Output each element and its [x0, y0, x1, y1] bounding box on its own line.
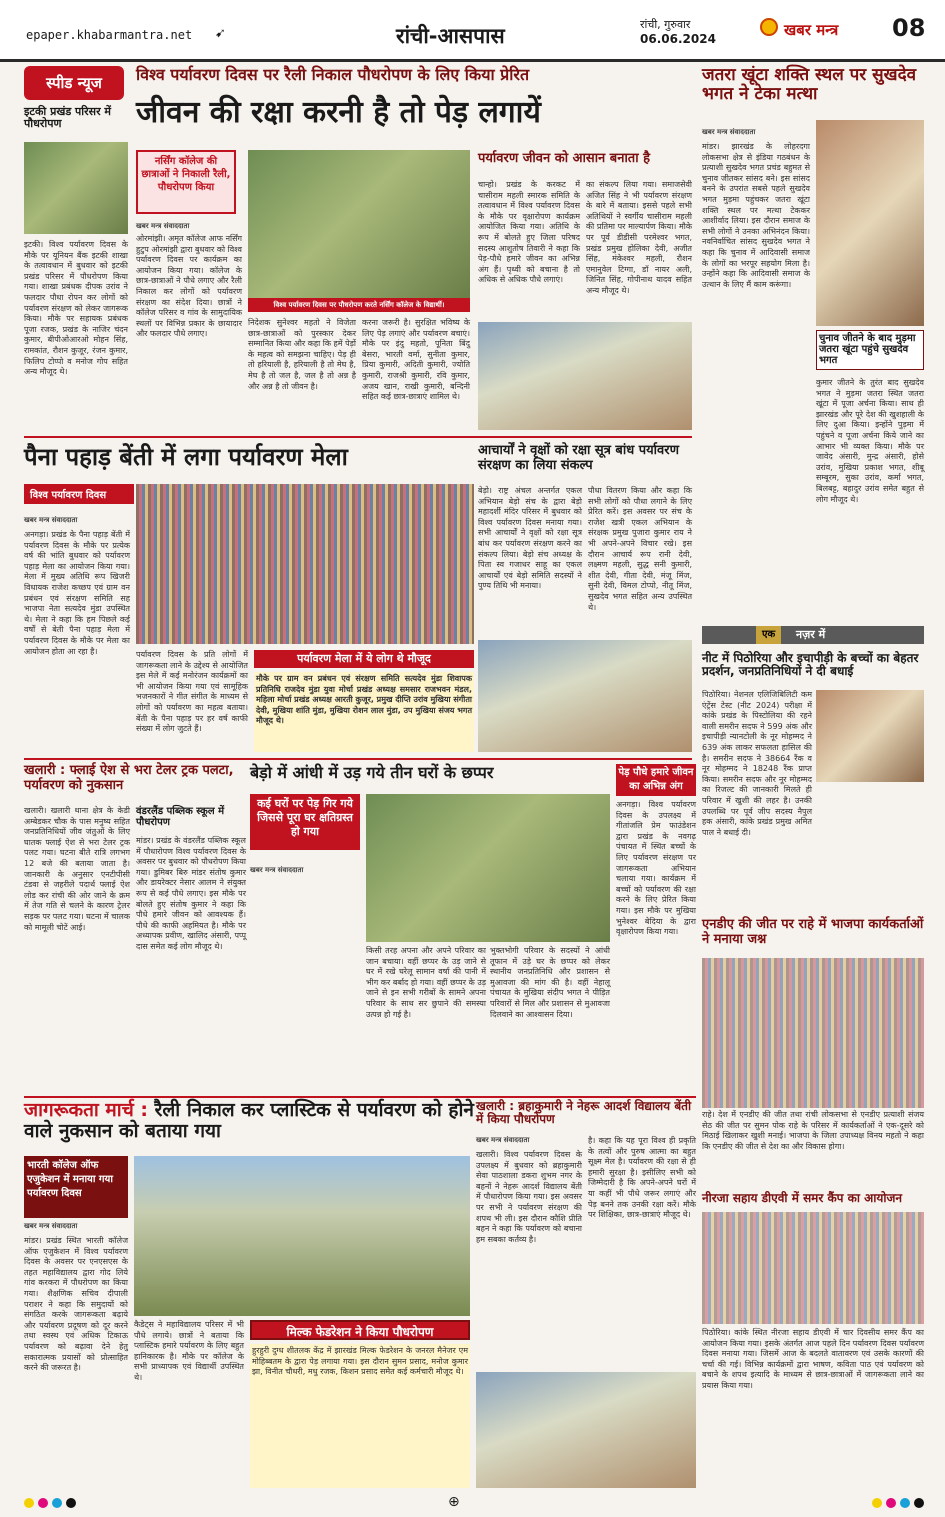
bedo-sidebox: कई घरों पर पेड़ गिर गये जिससे पूरा घर क्षतिग्रस्त हो गया — [250, 794, 360, 850]
march-byline: खबर मन्त्र संवाददाता — [24, 1222, 78, 1230]
paina-mela-crowd-photo — [136, 484, 474, 644]
registration-dot — [872, 1498, 882, 1508]
issue-date: 06.06.2024 — [640, 32, 716, 46]
lead-body-2: निदेशक सुनेश्वर महतो ने विजेता छात्र-छात्राओं को पुरस्कार देकर सम्मानित किया और कहा कि हमें पेड़ों के महत्व को समझना चाहिए। पेड़ ही तो हरियाली है, हरियाली है तो मेघ है, मेघ है तो जल है, जल है तो अन्न है और अन्न है तो जीवन है। — [248, 318, 356, 391]
brahma-headline: खलारी : ब्रहाकुमारी ने नेहरू आदर्श विद्यालय बेंती में किया पौधरोपण — [476, 1099, 692, 1127]
crosshair-icon: ⊕ — [448, 1494, 460, 1510]
vandertal-headline: वंडरलैंड पब्लिक स्कूल में पौधरोपण — [136, 806, 225, 829]
jatra-byline: खबर मन्त्र संवाददाता — [702, 128, 756, 136]
itki-title: इटकी प्रखंड परिसर में पौधरोपण — [24, 105, 111, 131]
paina-headline: पैना पहाड़ बेंती में लगा पर्यावरण मेला — [24, 443, 348, 471]
lead-subhead: पर्यावरण जीवन को आसान बनाता है — [478, 151, 651, 166]
ek-label: एक — [756, 626, 781, 644]
paina-mid-body: पर्यावरण दिवस के प्रति लोगों में जागरूकता लाने के उद्देश्य से आयोजित इस मेले में कई मनोरंजन कार्यक्रमों का भी आयोजन किया गया एवं सामूहिक भजनकारों ने गीत संगीत के माध्यम से लोगों को पर्यावरण का महत्व बताया। बेंती के पैना पहाड़ पर हर वर्ष काफी संख्या में लोग जुटते हैं। — [136, 650, 248, 734]
ped-tag: पेड़ पौधे हमारे जीवन का अभिन्न अंग — [616, 764, 696, 796]
brand-logo-icon — [760, 18, 778, 36]
neet-body: पिठोरिया। नेशनल एलिजिबिलिटी कम एंट्रेंस टेस्ट (नीट 2024) परीक्षा में कांके प्रखंड के पिस्टोलिया की रहने वाली समरीन सदफ ने 599 अंक और इचापीड़ी न्यानटोली के नूर मोहम्मद ने 639 अंक लाकर सफलता हासिल की है। समरीन सदफ ने 38664 रैंक व नूर मोहम्मद ने 18248 रैंक प्राप्त किया। समरीन सदफ और नूर मोहम्मद का रिजल्ट की जानकारी मिलते ही परिवार में खुशी की लहर है। उनकी उपलब्धि पर पूर्व जीप सदस्य नैपुल हक अंसारी, कांके प्रखंड प्रमुख अमित पाल ने बधाई दी। — [702, 690, 812, 837]
paina-tag: विश्व पर्यावरण दिवस — [24, 484, 134, 504]
march-headline-wrap — [24, 1100, 474, 1143]
nazar-label: नज़र में — [796, 628, 826, 641]
lead-body-1: ओरमांझी। अमृत कॉलेज आफ नर्सिंग हुटुप ओरमांझी द्वारा बुधवार को विश्व पर्यावरण दिवस पर कार्यक्रम का आयोजन किया गया। कॉलेज के छात्र-छात्राओं ने पौधे लगाए और रैली निकाल कर लोगों को पर्यावरण संरक्षण का संदेश दिया। छात्रों ने कॉलेज परिसर व गांव के सामुदायिक स्थलों पर विभिन्न प्रकार के छायादार और फलदार पौधे लगाए। — [136, 234, 242, 339]
milk-banner: मिल्क फेडरेशन ने किया पौधरोपण — [250, 1320, 470, 1340]
milk-body: हुरहुरी दुग्ध शीतलक केंद्र में झारखंड मिल्क फेडरेशन के जनरल मैनेजर एम मोहिब्बतम के द्वारा पेड़ लगाया गया। इस दौरान सुमन प्रसाद, मनोज कुमार झा, विनीत चौधरी, मधु रजक, किशन प्रसाद समेत कई कर्मचारी मौजूद थे। — [250, 1344, 470, 1488]
neera-body: पिठोरिया। कांके स्थित नीरजा सहाय डीएवी में चार दिवसीय समर कैंप का आयोजन किया गया। इसके अंतर्गत आज पहले दिन पर्यावरण दिवस पर्यावरण दिवस मनाया गया। जिसमें आज के बदलते वातावरण एवं उसके कारणों की चर्चा की गई। विभिन्न कार्यक्रमों द्वारा भाषण, कविता पाठ एवं पर्यावरण को बचाने के शपथ इत्यादि के माध्यम से छात्र-छात्राओं में जागरूकता लाने का प्रयास किया गया। — [702, 1328, 924, 1390]
bedo-body-3: भुक्तभोगी परिवार के सदस्यों ने आंधी तूफान में उड़े घर के छप्पर को लेकर स्थानीय जनप्रतिनिधि और प्रशासन से मुआवजा की मांग की है। वहीं नेहालू पंचायत के मुखिया संदीप भगत ने पीड़ित परिवारों से मिल और प्रशासन से मुआवजा दिलवाने का आश्वासन दिया। — [490, 946, 610, 1019]
bedo-byline: खबर मन्त्र संवाददाता — [250, 866, 304, 874]
lead-body-5: का संकल्प लिया गया। समाजसेवी अजित सिंह ने भी पर्यावरण संरक्षण के बारे में बताया। इससे पहले सभी अतिथियों ने स्वर्गीय चासीराम महली की प्रतिमा पर माल्यार्पण किया। मौके पर पूर्व डीडीसी परमेश्वर भगत, प्रखंड प्रमुख होलिका देवी, अजीत सिंह, मंकेश्वर महली, रौशन एमानुवेल टिग्गा, डॉ नायर अली, जिनित सिंह, गोपीनाथ यादव सहित अन्य मौजूद थे। — [586, 180, 692, 295]
registration-dot — [66, 1498, 76, 1508]
paina-banner: पर्यावरण मेला में ये लोग थे मौजूद — [254, 650, 474, 668]
bharti-sidebox: भारती कॉलेज ऑफ एजुकेशन में मनाया गया पर्यावरण दिवस — [24, 1156, 128, 1218]
page-number: 08 — [892, 14, 926, 42]
registration-dot — [886, 1498, 896, 1508]
jatra-worship-photo — [816, 120, 924, 326]
ek-nazar-band — [702, 626, 924, 644]
march-body: मांडर। प्रखंड स्थित भारती कॉलेज ऑफ एजुकेशन में विश्व पर्यावरण दिवस के अवसर पर एनएसएस के तहत महाविद्यालय द्वारा गोद लिये गांव करकरा में पौधरोपण का किया गया। शैक्षणिक सचिव दीपाली पराशर ने कहा कि समुदायों को संगठित करके जागरूकता बढ़ाये और पर्यावरण प्रदूषण को दूर करने तथा स्वस्थ एवं अधिक टिकाऊ पर्यावरण को बढ़ावा देने हेतु सकारात्मक प्रयासों को प्रोत्साहित करने की जरूरत है। — [24, 1236, 128, 1373]
paina-byline: खबर मन्त्र संवाददाता — [24, 516, 78, 524]
neera-headline: नीरजा सहाय डीएवी में समर कैंप का आयोजन — [702, 1191, 903, 1205]
paina-body: अनगड़ा। प्रखंड के पैना पहाड़ बेंती में पर्यावरण दिवस के मौके पर प्रत्येक वर्ष की भांति बुधवार को पर्यावरण पहाड़ मेला का आयोजन किया गया। मेला में मुख्य अतिथि रूप खिजरी विधायक राजेश कच्छप एवं ग्राम वन प्रबंधन एवं संरक्षण समिति सह भाजपा नेता सत्यदेव मुंडा उपस्थित थे। मेला ने कहा कि हम पिछले कई वर्षों से बेती पैना पहाड़ मेला में पर्यावरण दिवस के मौके पर मेला का आयोजन होता आ रहा है। — [24, 530, 130, 656]
brahma-body: खलारी। विश्व पर्यावरण दिवस के उपलक्ष्य में बुधवार को ब्रहाकुमारी सेवा पाठशाला डकरा शुभम नगर के बहनों ने नेहरू आदर्श विद्यालय बेंती में पौधारोपण किया गया। इस अवसर पर सभी ने पर्यावरण संरक्षण की शपथ भी ली। इस दौरान कौशि प्रीति बहन ने कहा कि पर्यावरण को बचाना हम सबका कर्तव्य है। — [476, 1150, 582, 1244]
vandertal-body: मांडर। प्रखंड के वंडरलैंड पब्लिक स्कूल में पौधारोपण विश्व पर्यावरण दिवस के अवसर पर बुधवार को पौधरोपण किया गया। डुमिबर बिरु मांडर संतोष कुमार और डायरेक्टर नेसार आलम ने संयुक्त रूप से कई पौधे लगाए। इस मौके पर बोलते हुए संतोष कुमार ने कहा कि पौधे हमारे जीवन को आवश्यक हैं। पौधे की काफी अहमियत है। मौके पर अध्यापक प्रवीण, खालिद अंसारी, पप्पू दास समेत कई लोग मौजूद थे। — [136, 836, 246, 951]
registration-dot — [24, 1498, 34, 1508]
dateline — [640, 18, 716, 46]
paina-banner-body: मौके पर ग्राम वन प्रबंधन एवं संरक्षण समिति सत्यदेव मुंडा शिवापक प्रतिनिधि राजदेव मुंडा युवा मोर्चा प्रखंड अध्यक्ष समसार राजभवन मंडल, महिला मोर्चा प्रखंड अध्यक्ष आरती कुजूर, प्रमुख दीप्ति उरांव मुखिया संगीता देवी, मुखिया शांति मुंडा, मुखिया रोशन लाल मुंडा, उप मुखिया संजय भगत मौजूद थे। — [254, 672, 474, 752]
itki-photo — [24, 142, 128, 234]
khalari-ash-body: खलारी। खलारी थाना क्षेत्र के केडी अम्बेडकर चौक के पास मनुष्य सहित जनप्रतिनिधियों जीव जंतुओं के लिए घातक फ्लाई ऐश से भरा टेलर ट्रक पलट गया। घटना बीते रात्रि लगभग 12 बजे की बताया जाता है। जानकारी के अनुसार एनटीपीसी टंडवा से जहरीले पदार्थ फ्लाई ऐश लोड कर रांची की ओर जाने के क्रम में तेज गति से चलने के कारण ट्रेलर सड़क पर पलट गया। घटना में चालक को मामूली चोटें आई। — [24, 806, 130, 932]
masthead — [0, 0, 945, 62]
bedo-body-2: किसी तरह अपना और अपने परिवार का जान बचाया। वहीं छप्पर के उड़ जाने से घर में रखे घरेलू सामान वर्षा की पानी में भीग कर बर्बाद हो गया। वहीं छप्पर के उड़ जाने से इन सभी गरीबों के सामने अपना परिवार के साथ सर छुपाने की समस्या उत्पन्न हो गई है। — [366, 946, 486, 1019]
neet-students-photo — [816, 690, 924, 782]
nda-body: राहे। देश में एनडीए की जीत तथा रांची लोकसभा से एनडीए प्रत्याशी संजय सेठ की जीत पर सुमन पोक राहे के परिसर में कार्यकर्ताओं ने एक-दूसरे को मिठाई खिलाकर खुशी मनाई। भाजपा के जिला उपाध्यक्ष विनय महतो ने कहा कि एनडीए की जीत से देश का और विकास होगा। — [702, 1110, 924, 1151]
nursing-plantation-photo — [248, 150, 470, 298]
march-rally-photo — [134, 1156, 470, 1316]
registration-dot — [38, 1498, 48, 1508]
brand-name: खबर मन्त्र — [784, 21, 839, 39]
print-registration-strip — [24, 1496, 924, 1510]
registration-dot — [900, 1498, 910, 1508]
acharya-group-photo — [478, 640, 692, 752]
bedo-damaged-house-photo — [366, 794, 610, 942]
lead-byline: खबर मन्त्र संवाददाता — [136, 222, 190, 230]
jatra-body-2: कुमार जीतने के तुरंत बाद सुखदेव भगत ने मुड़मा जतरा स्थित जतरा खूंटा में पूजा अर्चना किया। साथ ही झारखंड और पूरे देश की खुशहाली के लिए दुआ किया। इन्होंने पुड़मा में पहुंचने व पूजा अर्चना किये जाने का आभार भी व्यक्त किया। मौके पर जावेद अंसारी, मुन्द्र अंसारी, होसे उरांव, मुखिया प्रकाश भगत, शीबू सम्बूरम, सुका उरांव, कर्मा भगत, बिलबट्ट, बहादुर उरांव समेत बहुत से लोग मौजूद थे। — [816, 378, 924, 504]
chanho-group-photo — [478, 322, 692, 430]
registration-dot — [914, 1498, 924, 1508]
divider-1 — [24, 436, 692, 438]
registration-dot — [52, 1498, 62, 1508]
ped-body: अनगड़ा। विश्व पर्यावरण दिवस के उपलक्ष्य में गीतांजलि प्रेम फाउंडेशन द्वारा प्रखंड के नवगढ़ पंचायत में स्थित बच्चों के लिए पर्यावरण संरक्षण पर जागरूकता अभियान चलाया गया। कार्यक्रम में बच्चों को पर्यावरण की रक्षा करने के लिए प्रेरित किया गया। इस मौके पर मुखिया भुनेश्वर बेदिया के द्वारा वृक्षारोपण किया गया। — [616, 800, 696, 937]
brahma-plantation-photo — [476, 1372, 696, 1488]
speed-news-badge: स्पीड न्यूज — [24, 66, 124, 100]
bedo-headline: बेड़ो में आंधी में उड़ गये तीन घरों के छप्पर — [250, 763, 494, 782]
lead-body-4: चान्हो। प्रखंड के करकट में चासीराम महली स्मारक समिति के तत्वावधान में विश्व पर्यावरण दिवस के मौके पर वृक्षारोपण कार्यक्रम आयोजित किया गया। अतिथि के रूप में बोलते हुए जिला परिषद सदस्य आशुतोष तिवारी ने कहा कि पेड़-पौधे हमारे जीवन का अभिन्न अंग हैं। पृथ्वी को बचाना है तो अधिक से अधिक पौधे लगाएं। — [478, 180, 580, 285]
neet-headline: नीट में पिठोरिया और इचापीड़ी के बच्चों का बेहतर प्रदर्शन, जनप्रतिनिधियों ने दी बधाई — [702, 651, 919, 679]
brahma-byline: खबर मन्त्र संवाददाता — [476, 1136, 530, 1144]
nda-headline: एनडीए की जीत पर राहे में भाजपा कार्यकर्ताओं ने मनाया जश्न — [702, 917, 924, 947]
khalari-ash-headline: खलारी : फ्लाई ऐश से भरा टेलर ट्रक पलटा, पर्यावरण को नुकसान — [24, 763, 234, 793]
brahma-body-2: है। कहा कि यह पूरा विश्व ही प्रकृति के तत्वों और पुरुष आत्मा का बहुत सूक्ष्म मेल है। पर्यावरण की रक्षा से ही हमारी सुरक्षा है। इसीलिए सभी को जिम्मेदारी है कि अपने-अपने घरों में या कहीं भी पौधे जरूर लगाएं और पेड़ बनने तक उनकी रक्षा करें। मौके पर शिक्षिका, छात्र-छात्राएं मौजूद थे। — [588, 1136, 696, 1220]
nda-celebration-photo — [702, 958, 924, 1108]
bedo-body-1 — [250, 880, 360, 1092]
epaper-url[interactable]: epaper.khabarmantra.net — [26, 28, 193, 42]
neera-summer-camp-photo — [702, 1212, 924, 1324]
jatra-photo-caption: चुनाव जीतने के बाद मुड़मा जतरा खूंटा पहुंचे सुखदेव भगत — [816, 330, 924, 370]
lead-kicker: विश्व पर्यावरण दिवस पर रैली निकाल पौधरोपण के लिए किया प्रेरित — [136, 65, 530, 84]
nursing-sidebox: नर्सिंग कॉलेज की छात्राओं ने निकाली रैली, पौधरोपण किया — [136, 150, 236, 214]
jatra-headline: जतरा खूंटा शक्ति स्थल पर सुखदेव भगत ने टेका मत्था — [702, 65, 917, 105]
divider-2 — [24, 758, 692, 760]
acharya-body-2: पौधा वितरण किया और कहा कि सभी लोगों को पौधा लगाने के लिए प्रेरित करें। इस अवसर पर संच के राजेश खत्री एकल अभियान के संरक्षक प्रमुख पुजारा कुमार राय ने भी अपने-अपने विचार रखे। इस दौरान आचार्य रूप रानी देवी, लक्ष्मण महली, सुद्ध सनी कुमारी, शीत देवी, गीता देवी, मंजू मिंज, सुनी देवी, विमल टोप्पो, नीतू मिंज, सुखदेव भगत सहित अन्य उपस्थित थे। — [588, 486, 692, 612]
march-headline: रैली निकाल कर प्लास्टिक से पर्यावरण को होने वाले नुकसान को बताया गया — [24, 1099, 474, 1143]
march-kicker: जागरूकता मार्च : — [24, 1099, 148, 1121]
acharya-body-1: बेड़ो। राष्ट्र अंचल अन्तर्गत एकल अभियान बेड़ो संच के द्वारा बेड़ो महादर्शी मंदिर परिसर में बुधवार को विश्व पर्यावरण दिवस मनाया गया। सभी आचार्यों ने वृक्षों को रक्षा सूत्र बांध कर पर्यावरण संरक्षण करने का संकल्प लिया। बेड़ो संच अध्यक्ष के पिता स्व गजाधर साहू का एकल आचार्यों एवं बेड़ो समिति सदस्यों ने पुण्य तिथि भी मनाया। — [478, 486, 582, 591]
nursing-photo-caption: विश्व पर्यावरण दिवस पर पौधरोपण करते नर्सिंग कॉलेज के विद्यार्थी। — [248, 298, 470, 312]
acharya-headline: आचार्यों ने वृक्षों को रक्षा सूत्र बांध पर्यावरण संरक्षण का लिया संकल्प — [478, 443, 679, 473]
divider-3 — [24, 1096, 696, 1098]
jatra-body: मांडर। झारखंड के लोहरदगा लोकसभा क्षेत्र से इंडिया गठबंधन के प्रत्याशी सुखदेव भगत प्रचंड बहुमत से चुनाव जीतकर सांसद बने। इस सांसद बनने के उपरांत सबसे पहले सुखदेव भगत मुड़मा पहुंचकर जतरा खूंटा शक्ति स्थल पर मत्था टेककर आशीर्वाद लिया। इस दौरान समाज के सभी लोगों ने उनका अभिनंदन किया। नवनिर्वाचित सांसद सुखदेव भगत ने कहा कि चुनाव में आदिवासी समाज के लोगों का भरपूर सहयोग मिला है। उन्होंने कहा कि आदिवासी समाज के उत्थान के लिए मैं काम करूंगा। — [702, 142, 810, 289]
lead-body-3: करना जरूरी है। सुरक्षित भविष्य के लिए पेड़ लगाएं और पर्यावरण बचाएं। मौके पर इंदु महतो, पूनिता बिंदु बेसरा, भारती वर्मा, सुनीता कुमार, प्रिया कुमारी, अदिती कुमारी, ज्योति कुमारी, राजश्री कुमारी, रवि कुमार, अजय खान, राखी कुमारी, बन्दिनी सहित कई छात्र-छात्राएं शामिल थे। — [362, 318, 470, 402]
cursor-icon: ➹ — [215, 26, 226, 41]
lead-headline: जीवन की रक्षा करनी है तो पेड़ लगायें — [136, 95, 541, 130]
city-day: रांची, गुरुवार — [640, 18, 691, 31]
march-body-2: कैडेट्स ने महाविद्यालय परिसर में भी पौधे लगाये। छात्रों ने बताया कि प्लास्टिक हमारे पर्यावरण के लिए बहुत हानिकारक है। मौके पर कॉलेज के सभी प्राध्यापक एवं विद्यार्थी उपस्थित थे। — [134, 1320, 244, 1382]
section-title: रांची-आसपास — [396, 24, 505, 48]
itki-body: इटकी। विश्व पर्यावरण दिवस के मौके पर यूनियन बैंक इटकी शाखा के तत्वावधान में बुधवार को इटकी प्रखंड परिसर में पौधरोपण किया गया। शाखा प्रबंधक दीपक उरांव ने फलदार पौधा रोपन कर लोगों को पर्यावरण संरक्षण को लेकर जागरूक किया। मौके पर सहायक प्रबंधक पूजा रजक, प्रखंड के नाजिर चंदन कुमार, बीपीओआरओ मोहन सिंह, रामकांत, रौशन कुजूर, रंजन कुमार, फिलिप टोप्पो व मनोज गोप सहित अन्य मौजूद थे। — [24, 240, 128, 377]
